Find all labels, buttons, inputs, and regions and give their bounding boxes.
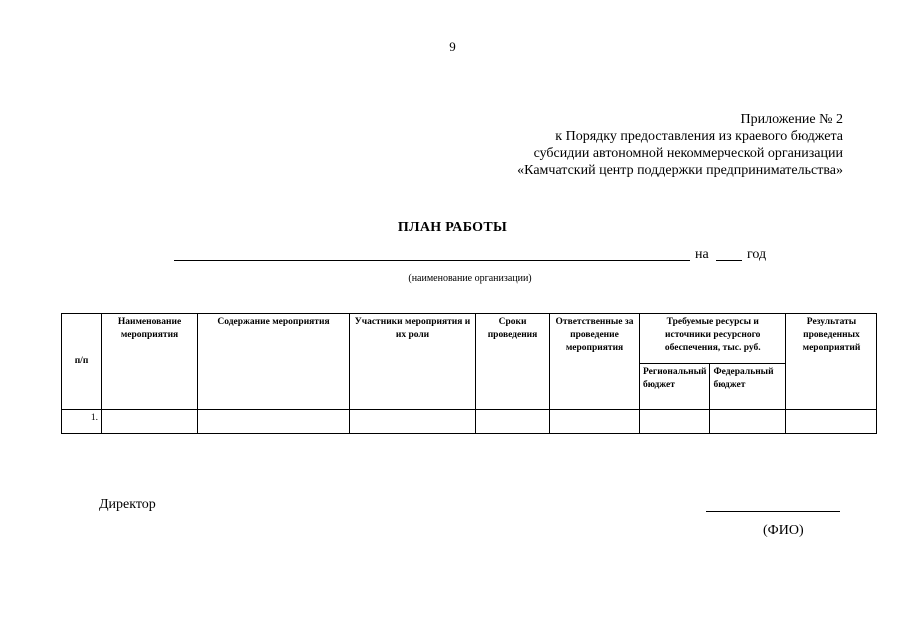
table-cell	[198, 410, 350, 434]
header-regional: Региональный бюджет	[640, 364, 710, 410]
appendix-line: Приложение № 2	[740, 112, 843, 127]
header-np: п/п	[62, 314, 102, 410]
signature-line	[706, 500, 840, 512]
table-cell	[710, 410, 786, 434]
table-cell	[640, 410, 710, 434]
appendix-line: субсидии автономной некоммерческой организации	[533, 146, 843, 161]
header-results: Результаты проведенных мероприятий	[786, 314, 877, 410]
header-dates: Сроки проведения	[476, 314, 550, 410]
header-participants: Участники мероприятия и их роли	[350, 314, 476, 410]
header-content: Содержание мероприятия	[198, 314, 350, 410]
table-row	[62, 410, 877, 434]
header-responsible: Ответственные за проведение мероприятия	[550, 314, 640, 410]
table-cell	[350, 410, 476, 434]
page-number: 9	[449, 39, 456, 54]
director-label: Директор	[99, 497, 156, 512]
appendix-line: «Камчатский центр поддержки предпринимательства»	[517, 163, 843, 178]
table-cell	[476, 410, 550, 434]
fio-caption: (ФИО)	[763, 523, 804, 538]
document-title: ПЛАН РАБОТЫ	[397, 220, 508, 235]
header-federal: Федеральный бюджет	[710, 364, 786, 410]
table-cell	[102, 410, 198, 434]
year-blank-line	[716, 249, 742, 261]
header-name: Наименование мероприятия	[102, 314, 198, 410]
table-header-row	[62, 314, 877, 364]
organization-name-line	[174, 249, 690, 261]
year-label: год	[747, 247, 767, 262]
appendix-block	[517, 111, 843, 179]
organization-caption: (наименование организации)	[408, 273, 532, 284]
work-plan-table	[61, 313, 877, 434]
table-cell	[786, 410, 877, 434]
table-cell	[550, 410, 640, 434]
row-number: 1.	[62, 410, 102, 434]
na-label: на	[695, 247, 709, 262]
appendix-line: к Порядку предоставления из краевого бюджета	[555, 129, 843, 144]
header-resources: Требуемые ресурсы и источники ресурсного обеспечения, тыс. руб.	[640, 314, 786, 364]
